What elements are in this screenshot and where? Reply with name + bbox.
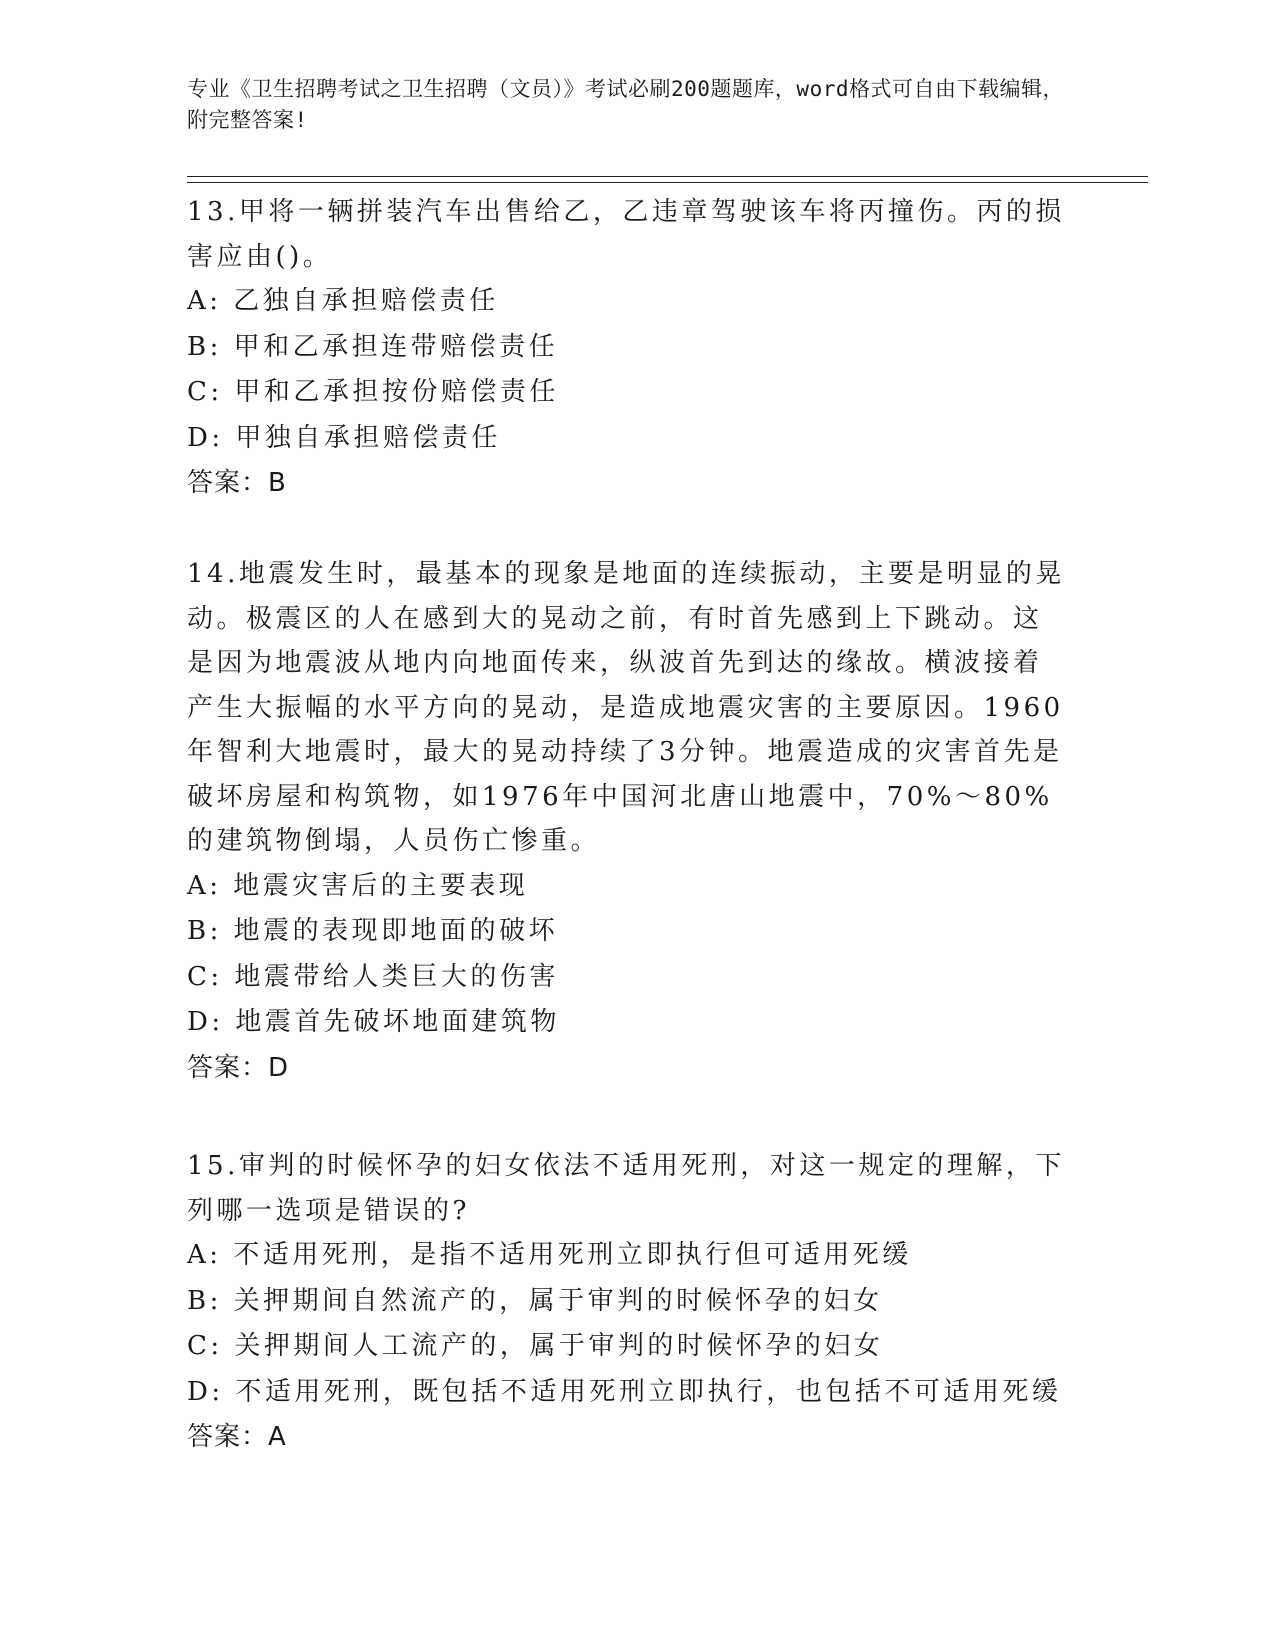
question-15 [187,1144,1067,1460]
option-d: D: 甲独自承担赔偿责任 [187,422,501,453]
option-a: A: 地震灾害后的主要表现 [187,870,529,901]
option-a: A: 乙独自承担赔偿责任 [187,286,499,316]
header-divider-top [187,176,1148,177]
header-divider-bottom [187,182,1148,183]
option-c: C: 地震带给人类巨大的伤害 [187,961,559,992]
option-b: B: 地震的表现即地面的破坏 [187,916,559,946]
answer-label: 答案：B [187,468,287,498]
option-c: C: 甲和乙承担按份赔偿责任 [187,377,559,407]
option-a: A: 不适用死刑，是指不适用死刑立即执行但可适用死缓 [187,1240,912,1270]
question-stem: 15.审判的时候怀孕的妇女依法不适用死刑，对这一规定的理解，下列哪一选项是错误的? [187,1151,1065,1226]
option-b: B: 甲和乙承担连带赔偿责任 [187,331,559,362]
option-d: D: 地震首先破坏地面建筑物 [187,1007,560,1037]
answer-label: 答案：D [187,1052,290,1083]
question-stem: 13.甲将一辆拼装汽车出售给乙，乙违章驾驶该车将丙撞伤。丙的损害应由()。 [187,197,1065,272]
question-stem: 14.地震发生时，最基本的现象是地面的连续振动，主要是明显的晃动。极震区的人在感到大的晃动之前，有时首先感到上下跳动。这是因为地震波从地内向地面传来，纵波首先到达的缘故。横波接着产生大振幅的水平方向的晃动，是造成地震灾害的主要原因。1960年智利大地震时，最大的晃动持续了3分钟。地震造成的灾害首先是破坏房屋和构筑物，如1976年中国河北唐山地震中，70%～80%的建筑物倒塌，人员伤亡惨重。 [187,559,1065,856]
question-13 [187,190,1067,506]
option-d: D: 不适用死刑，既包括不适用死刑立即执行，也包括不可适用死缓 [187,1376,1062,1407]
answer-label: 答案：A [187,1422,287,1452]
question-14 [187,552,1067,1091]
option-c: C: 关押期间人工流产的，属于审判的时候怀孕的妇女 [187,1331,884,1361]
option-b: B: 关押期间自然流产的，属于审判的时候怀孕的妇女 [187,1285,883,1316]
document-header: 专业《卫生招聘考试之卫生招聘（文员）》考试必刷200题题库，word格式可自由下载编辑，附完整答案! [187,77,1064,132]
